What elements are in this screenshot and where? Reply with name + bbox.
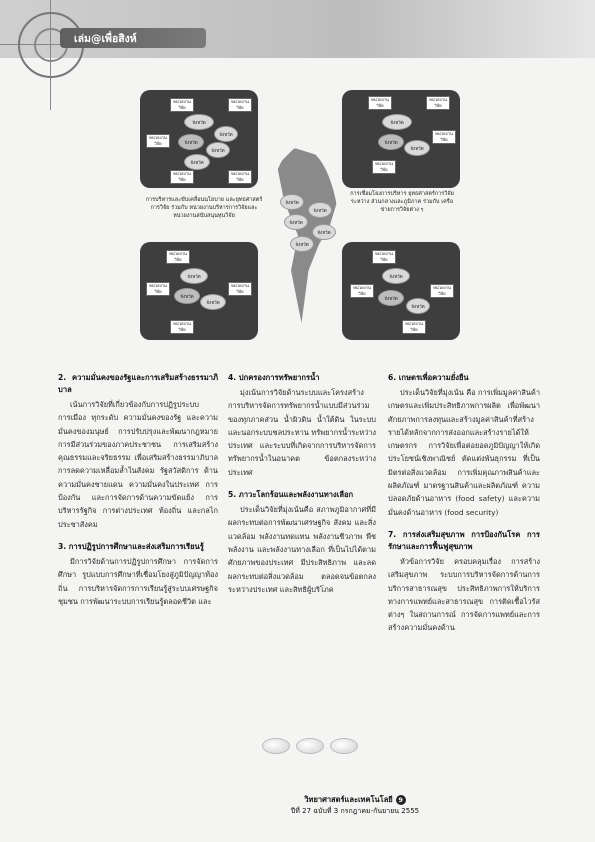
province-node: จังหวัด <box>382 268 410 284</box>
panel-box-label: หน่วยงาน วิจัย <box>170 170 194 184</box>
panel-box-label: หน่วยงาน วิจัย <box>402 320 426 334</box>
section-body: ประเด็นวิจัยที่มุ่งเน้นคือ สภาพภูมิอากาศที่มีผลกระทบต่อการพัฒนาเศรษฐกิจ สังคม และสิ่งแวดล้อม พลังงานทดแทน พลังงานชีวภาพ พืชพลังงาน และพลังงานทางเลือก ที่เป็นไปได้ตามศักยภาพของประเทศ มีประสิทธิภาพ และลดผลกระทบต่อสิ่งแวดล้อม ตลอดจนข้อตกลงระหว่างประเทศ และสิทธิผู้บริโภค <box>228 505 376 594</box>
province-node: จังหวัด <box>406 298 430 314</box>
panel-box-label: หน่วยงาน วิจัย <box>228 282 252 296</box>
section-tab-label: เล่ม@เพื่อสิงห์ <box>74 32 137 45</box>
panel-box-label: หน่วยงาน วิจัย <box>170 320 194 334</box>
figure-caption-left: การบริหารและขับเคลื่อนนโยบาย และยุทธศาสตร์การวิจัย ร่วมกับ หน่วยงานบริหารการวิจัยและ หน่วยงานสนับสนุนทุนวิจัย <box>145 197 263 219</box>
panel-box-label: หน่วยงาน วิจัย <box>166 250 190 264</box>
panel-box-label: หน่วยงาน วิจัย <box>228 98 252 112</box>
issue-info: ปีที่ 27 ฉบับที่ 3 กรกฎาคม-กันยายน 2555 <box>290 807 420 815</box>
province-node: จังหวัด <box>378 134 404 150</box>
panel-box-label: หน่วยงาน วิจัย <box>368 96 392 110</box>
panel-box-label: หน่วยงาน วิจัย <box>170 98 194 112</box>
panel-box-label: หน่วยงาน วิจัย <box>432 130 456 144</box>
panel-box-label: หน่วยงาน วิจัย <box>426 96 450 110</box>
section-heading: 4. ปกครองการทรัพยากรน้ำ <box>228 373 320 382</box>
figure-panel-top-right <box>342 90 460 188</box>
province-node: จังหวัด <box>378 290 404 306</box>
province-node: จังหวัด <box>200 294 226 310</box>
panel-box-label: หน่วยงาน วิจัย <box>430 284 454 298</box>
panel-box-label: หน่วยงาน วิจัย <box>146 134 170 148</box>
research-network-figure <box>140 90 460 340</box>
section-body: มีการวิจัยด้านการปฏิรูปการศึกษา การจัดการศึกษา รูปแบบการศึกษาที่เชื่อมโยงสู่ภูมิปัญญาท้องถิ่น การบริหารจัดการการเรียนรู้สู่ระบบเศรษฐกิจชุมชน การพัฒนาระบบการเรียนรู้ตลอดชีวิต และ <box>58 556 218 606</box>
figure-panel-bottom-left <box>140 242 258 340</box>
section-tab <box>60 28 206 48</box>
section-heading: 6. เกษตรเพื่อความยั่งยืน <box>388 373 469 382</box>
section-body: หัวข้อการวิจัย ครอบคลุมเรื่อง การสร้างเสริมสุขภาพ ระบบการบริหารจัดการด้านการบริการสาธารณสุข ประสิทธิภาพการให้บริการทางการแพทย์และสาธารณสุข การติดเชื้อไวรัสต่างๆ ในสถานการณ์ การจัดการแพทย์และการสร้างความมั่นคงด้าน <box>388 556 540 633</box>
panel-box-label: หน่วยงาน วิจัย <box>372 250 396 264</box>
figure-panel-bottom-right <box>342 242 460 340</box>
section-body: ประเด็นวิจัยที่มุ่งเน้น คือ การเพิ่มมูลค่าสินค้าเกษตรและเพิ่มประสิทธิภาพการผลิต เพื่อพัฒนาศักยภาพการลงทุนและสร้างมูลค่าสินค้าที่สร้างรายได้หลักจากการส่งออกและสร้างรายได้ให้เกษตรกร การวิจัยเพื่อต่อยอดภูมิปัญญาให้เกิดประโยชน์เชิงพาณิชย์ ตัดแต่งพันธุกรรม ที่เป็นมิตรต่อสิ่งแวดล้อม การเพิ่มคุณภาพสินค้าและผลิตภัณฑ์ มาตรฐานสินค้าและผลิตภัณฑ์ ความปลอดภัยด้านอาหาร (food safety) และความมั่นคงด้านอาหาร (food security) <box>388 388 540 517</box>
province-node: จังหวัด <box>404 140 430 156</box>
province-node: จังหวัด <box>184 114 214 130</box>
decorative-ovals <box>262 738 362 754</box>
text-column-2 <box>228 372 376 606</box>
province-node: จังหวัด <box>284 214 308 230</box>
province-node: จังหวัด <box>178 134 204 150</box>
province-node: จังหวัด <box>308 202 332 218</box>
province-node: จังหวัด <box>180 268 208 284</box>
section-body: เน้นการวิจัยที่เกี่ยวข้องกับการปฏิรูประบบการเมือง ทุกระดับ ความมั่นคงของรัฐ และความมั่นคงของมนุษย์ การปรับปรุงและพัฒนากฎหมาย การมีส่วนร่วมของภาคประชาชน การเสริมสร้างคุณธรรมและจริยธรรม เพื่อเสริมสร้างธรรมาภิบาล การลดความเหลื่อมล้ำในสังคม รัฐสวัสดิการ ด้านความมั่นคงชายแดน ความมั่นคงในประเทศ การป้องกัน และการจัดการด้านความขัดแย้ง การบริหารรัฐกิจ การต่างประเทศ ท้องถิ่น และกลไกประชาสังคม <box>58 400 218 529</box>
province-node: จังหวัด <box>312 224 336 240</box>
section-heading: 5. ภาวะโลกร้อนและพลังงานทางเลือก <box>228 490 354 500</box>
page-number: 9 <box>396 795 406 805</box>
province-node: จังหวัด <box>382 114 412 130</box>
province-node: จังหวัด <box>184 154 210 170</box>
province-node: จังหวัด <box>214 126 238 142</box>
journal-name: วิทยาศาสตร์และเทคโนโลยี <box>304 795 393 804</box>
section-heading: 3. การปฏิรูปการศึกษาและส่งเสริมการเรียนรู้ <box>58 541 204 551</box>
page-footer <box>280 794 430 817</box>
section-heading: 7. การส่งเสริมสุขภาพ การป้องกันโรค การรักษาและการฟื้นฟูสุขภาพ <box>388 529 540 551</box>
figure-caption-right: การเชื่อมโยงการบริหาร ยุทธศาสตร์การวิจัยระหว่าง ส่วนกลางและภูมิภาค ร่วมกับ เครือข่ายการวิจัยต่าง ๆ <box>350 191 454 213</box>
province-node: จังหวัด <box>280 194 304 210</box>
text-column-1 <box>58 372 218 618</box>
province-node: จังหวัด <box>290 236 314 252</box>
section-heading: 2. ความมั่นคงของรัฐและการเสริมสร้างธรรมาภิบาล <box>58 373 218 394</box>
figure-panel-top-left <box>140 90 258 188</box>
province-node: จังหวัด <box>206 142 230 158</box>
panel-box-label: หน่วยงาน วิจัย <box>372 160 396 174</box>
panel-box-label: หน่วยงาน วิจัย <box>350 284 374 298</box>
section-body: มุ่งเน้นการวิจัยด้านระบบและโครงสร้างการบริหารจัดการทรัพยากรน้ำแบบมีส่วนร่วมของทุกภาคส่วน น้ำผิวดิน น้ำใต้ดิน ในระบบและนอกระบบชลประทาน ทรัพยากรน้ำระหว่างประเทศ และระบบที่เกิดจากการบริหารจัดการทรัพยากรน้ำในอนาคต ข้อตกลงระหว่างประเทศ <box>228 388 376 477</box>
province-node: จังหวัด <box>174 288 200 304</box>
panel-box-label: หน่วยงาน วิจัย <box>146 282 170 296</box>
panel-box-label: หน่วยงาน วิจัย <box>228 170 252 184</box>
text-column-3 <box>388 372 540 645</box>
